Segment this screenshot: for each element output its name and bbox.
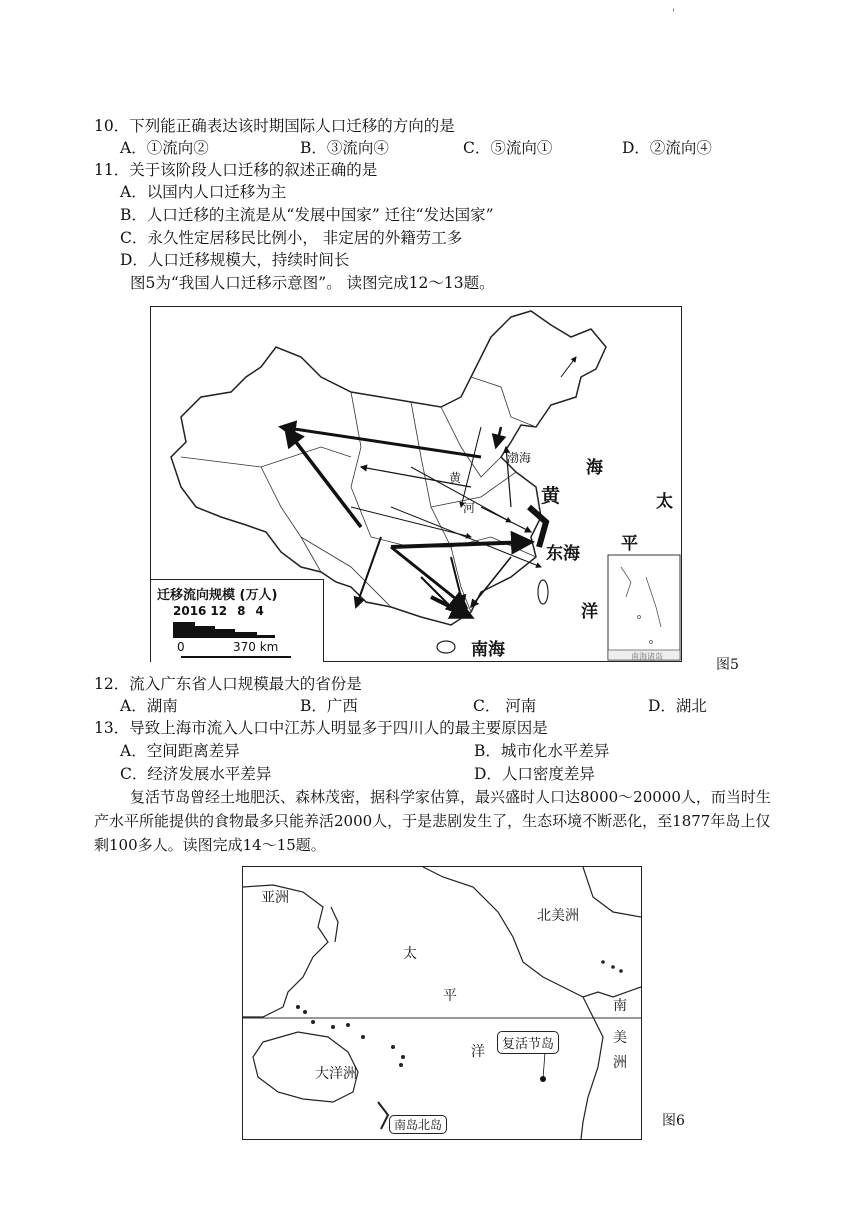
scale-zero: 0 <box>177 640 185 654</box>
q12-stem: 12．流入广东省人口规模最大的省份是 <box>94 675 362 693</box>
label-yang: 洋 <box>581 602 598 622</box>
label-easter-island: 复活节岛 <box>497 1031 559 1054</box>
label-nan-hai: 南海 <box>471 640 505 660</box>
q13-option-c[interactable]: C．经济发展水平差异 <box>120 765 272 783</box>
q10-option-d[interactable]: D．②流向④ <box>622 139 712 157</box>
figure6-caption: 图6 <box>662 1113 685 1129</box>
label-asia: 亚洲 <box>261 890 289 906</box>
label-ping: 平 <box>621 534 638 554</box>
legend-value-12: 12 <box>210 604 228 618</box>
q11-option-a[interactable]: A．以国内人口迁移为主 <box>120 183 287 201</box>
q12-option-b[interactable]: B．广西 <box>300 697 358 715</box>
label-new-zealand: 南岛北岛 <box>389 1115 447 1134</box>
q10-option-c[interactable]: C．⑤流向① <box>463 139 553 157</box>
label-north-america: 北美洲 <box>537 908 579 924</box>
legend-values <box>173 604 264 618</box>
q11-option-d[interactable]: D．人口迁移规模大，持续时间长 <box>120 251 350 269</box>
legend-value-16: 16 <box>189 604 207 618</box>
inset-label: 南海诸岛 <box>631 652 663 661</box>
label-ping: 平 <box>443 988 457 1004</box>
legend-value-4: 4 <box>255 604 264 618</box>
china-outline <box>171 311 606 625</box>
figure5-intro: 图5为“我国人口迁移示意图”。 读图完成12～13题。 <box>130 274 495 292</box>
scale-distance: 370 km <box>233 640 279 654</box>
label-south-america-2: 美 <box>613 1030 627 1046</box>
q11-option-c[interactable]: C．永久性定居移民比例小， 非定居的外籍劳工多 <box>120 229 463 247</box>
scale-bar <box>181 656 291 658</box>
label-huang-river-2: 河 <box>463 501 476 515</box>
q10-option-b[interactable]: B．③流向④ <box>300 139 389 157</box>
migration-arrows <box>281 357 576 617</box>
label-bohai: 渤海 <box>507 451 532 465</box>
q11-stem: 11．关于该阶段人口迁移的叙述正确的是 <box>94 161 378 179</box>
q12-option-a[interactable]: A．湖南 <box>120 697 178 715</box>
label-huang-river-1: 黄 <box>449 471 462 485</box>
label-tai: 太 <box>403 946 417 962</box>
legend-bars <box>173 618 293 642</box>
north-america-coast <box>423 867 641 997</box>
label-hai: 海 <box>586 458 603 478</box>
q11-option-b[interactable]: B．人口迁移的主流是从“发展中国家” 迁往“发达国家” <box>120 206 494 224</box>
legend-box <box>151 579 324 662</box>
q10-option-a[interactable]: A．①流向② <box>120 139 209 157</box>
pacific-map-drawing <box>243 867 641 1139</box>
label-oceania: 大洋洲 <box>315 1066 357 1082</box>
q13-stem: 13．导致上海市流入人口中江苏人明显多于四川人的最主要原因是 <box>94 719 548 737</box>
figure5-china-migration-map <box>150 306 682 662</box>
legend-title: 迁移流向规模 (万人) <box>157 588 278 603</box>
label-dong-hai: 东海 <box>546 544 580 564</box>
province-lines <box>181 377 536 612</box>
label-tai: 太 <box>656 492 673 512</box>
q12-option-c[interactable]: C． 河南 <box>473 697 537 715</box>
legend-value-20: 20 <box>173 604 190 618</box>
legend-value-8: 8 <box>237 604 246 618</box>
q13-option-b[interactable]: B．城市化水平差异 <box>474 742 610 760</box>
label-south-america-3: 洲 <box>613 1055 627 1071</box>
q10-stem: 10．下列能正确表达该时期国际人口迁移的方向的是 <box>94 117 455 135</box>
q13-option-d[interactable]: D．人口密度差异 <box>474 765 595 783</box>
easter-island-passage: 复活节岛曾经土地肥沃、森林茂密，据科学家估算，最兴盛时人口达8000～20000人，而当时生产水平所能提供的食物最多只能养活2000人，于是悲剧发生了，生态环境不断恶化，至1877年岛上仅剩100多人。读图完成14～15题。 <box>94 788 771 854</box>
label-huang: 黄 <box>541 485 561 507</box>
figure6-pacific-map <box>242 866 642 1140</box>
label-yang: 洋 <box>471 1044 485 1060</box>
label-south-america-1: 南 <box>613 998 627 1014</box>
figure5-caption: 图5 <box>716 657 739 673</box>
corner-mark: ' <box>672 8 675 19</box>
q12-option-d[interactable]: D．湖北 <box>648 697 707 715</box>
q13-option-a[interactable]: A．空间距离差异 <box>120 742 240 760</box>
